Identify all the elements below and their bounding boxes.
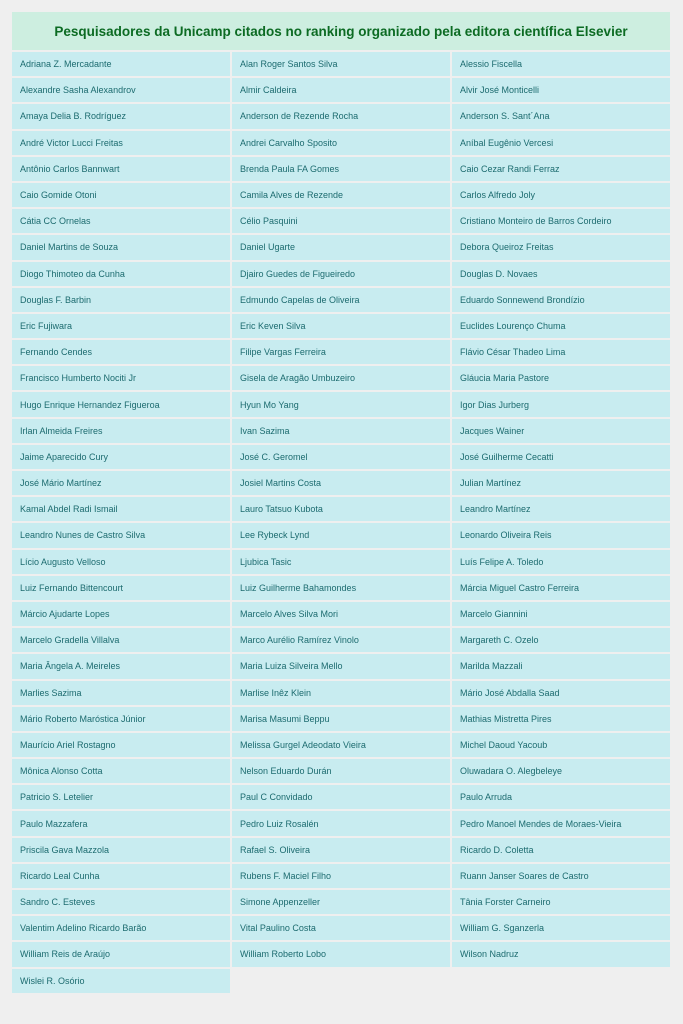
researcher-name-cell: Luís Felipe A. Toledo [452,550,670,574]
researcher-name-cell: Paulo Arruda [452,785,670,809]
researcher-name-cell: Daniel Martins de Souza [12,235,230,259]
researcher-name-cell: Debora Queiroz Freitas [452,235,670,259]
researcher-name-cell: Pedro Manoel Mendes de Moraes-Vieira [452,811,670,835]
researcher-name-cell: Marisa Masumi Beppu [232,707,450,731]
researcher-name-cell: Almir Caldeira [232,78,450,102]
researcher-name-cell: Filipe Vargas Ferreira [232,340,450,364]
researcher-name-cell: Pedro Luiz Rosalén [232,811,450,835]
researcher-name-cell: Melissa Gurgel Adeodato Vieira [232,733,450,757]
researcher-name-cell: Wislei R. Osório [12,969,230,993]
researcher-name-cell: Julian Martínez [452,471,670,495]
researcher-name-cell: Mônica Alonso Cotta [12,759,230,783]
table-title: Pesquisadores da Unicamp citados no ranking organizado pela editora científica Elsevier [12,12,670,50]
researcher-name-cell: Maurício Ariel Rostagno [12,733,230,757]
researcher-name-cell: Paulo Mazzafera [12,811,230,835]
researcher-name-cell: Vital Paulino Costa [232,916,450,940]
researcher-name-cell: Jacques Wainer [452,419,670,443]
researcher-name-cell: Lauro Tatsuo Kubota [232,497,450,521]
names-grid [12,52,670,993]
researcher-name-cell: Ruann Janser Soares de Castro [452,864,670,888]
researcher-name-cell: Célio Pasquini [232,209,450,233]
researcher-name-cell: Mário José Abdalla Saad [452,681,670,705]
researcher-name-cell: Rubens F. Maciel Filho [232,864,450,888]
researcher-name-cell: Cristiano Monteiro de Barros Cordeiro [452,209,670,233]
researcher-name-cell: Lee Rybeck Lynd [232,523,450,547]
researcher-name-cell: Michel Daoud Yacoub [452,733,670,757]
researcher-name-cell: José Mário Martínez [12,471,230,495]
researcher-name-cell: Márcio Ajudarte Lopes [12,602,230,626]
researcher-name-cell: Anderson de Rezende Rocha [232,104,450,128]
researcher-name-cell: Oluwadara O. Alegbeleye [452,759,670,783]
researcher-name-cell: José C. Geromel [232,445,450,469]
researcher-name-cell: Diogo Thimoteo da Cunha [12,262,230,286]
researcher-name-cell: Antônio Carlos Bannwart [12,157,230,181]
researcher-name-cell: Gisela de Aragão Umbuzeiro [232,366,450,390]
researcher-name-cell: Marcelo Giannini [452,602,670,626]
researcher-name-cell: José Guilherme Cecatti [452,445,670,469]
researcher-name-cell: Luiz Guilherme Bahamondes [232,576,450,600]
researcher-name-cell: Priscila Gava Mazzola [12,838,230,862]
researcher-name-cell: Aníbal Eugênio Vercesi [452,131,670,155]
researcher-name-cell: William Reis de Araújo [12,942,230,966]
researcher-name-cell: Andrei Carvalho Sposito [232,131,450,155]
researcher-name-cell: André Victor Lucci Freitas [12,131,230,155]
researcher-name-cell: Tânia Forster Carneiro [452,890,670,914]
researcher-name-cell: Jaime Aparecido Cury [12,445,230,469]
researcher-name-cell: Gláucia Maria Pastore [452,366,670,390]
researcher-name-cell: Maria Ângela A. Meireles [12,654,230,678]
researcher-name-cell: Kamal Abdel Radi Ismail [12,497,230,521]
researcher-name-cell: Anderson S. Sant´Ana [452,104,670,128]
researcher-name-cell: Lício Augusto Velloso [12,550,230,574]
researcher-name-cell: Caio Cezar Randi Ferraz [452,157,670,181]
researcher-name-cell: Marlise Inêz Klein [232,681,450,705]
researchers-table [12,12,670,993]
researcher-name-cell: Ljubica Tasic [232,550,450,574]
researcher-name-cell: Amaya Delia B. Rodríguez [12,104,230,128]
researcher-name-cell: Ricardo D. Coletta [452,838,670,862]
researcher-name-cell: Ricardo Leal Cunha [12,864,230,888]
researcher-name-cell: Douglas F. Barbin [12,288,230,312]
researcher-name-cell: William Roberto Lobo [232,942,450,966]
researcher-name-cell: Mário Roberto Maróstica Júnior [12,707,230,731]
researcher-name-cell: Francisco Humberto Nociti Jr [12,366,230,390]
researcher-name-cell: Daniel Ugarte [232,235,450,259]
researcher-name-cell: Maria Luiza Silveira Mello [232,654,450,678]
researcher-name-cell: William G. Sganzerla [452,916,670,940]
researcher-name-cell: Djairo Guedes de Figueiredo [232,262,450,286]
researcher-name-cell: Patricio S. Letelier [12,785,230,809]
researcher-name-cell: Hyun Mo Yang [232,392,450,416]
researcher-name-cell: Irlan Almeida Freires [12,419,230,443]
researcher-name-cell: Alvir José Monticelli [452,78,670,102]
researcher-name-cell: Alessio Fiscella [452,52,670,76]
researcher-name-cell: Márcia Miguel Castro Ferreira [452,576,670,600]
researcher-name-cell: Marco Aurélio Ramírez Vinolo [232,628,450,652]
researcher-name-cell: Simone Appenzeller [232,890,450,914]
researcher-name-cell: Rafael S. Oliveira [232,838,450,862]
researcher-name-cell: Valentim Adelino Ricardo Barão [12,916,230,940]
researcher-name-cell: Douglas D. Novaes [452,262,670,286]
researcher-name-cell: Cátia CC Ornelas [12,209,230,233]
researcher-name-cell: Flávio César Thadeo Lima [452,340,670,364]
researcher-name-cell: Fernando Cendes [12,340,230,364]
researcher-name-cell: Eric Fujiwara [12,314,230,338]
researcher-name-cell: Marlies Sazima [12,681,230,705]
researcher-name-cell: Edmundo Capelas de Oliveira [232,288,450,312]
researcher-name-cell: Brenda Paula FA Gomes [232,157,450,181]
researcher-name-cell: Marilda Mazzali [452,654,670,678]
researcher-name-cell: Marcelo Alves Silva Mori [232,602,450,626]
researcher-name-cell: Caio Gomide Otoni [12,183,230,207]
researcher-name-cell: Paul C Convidado [232,785,450,809]
researcher-name-cell: Sandro C. Esteves [12,890,230,914]
researcher-name-cell: Ivan Sazima [232,419,450,443]
researcher-name-cell: Luiz Fernando Bittencourt [12,576,230,600]
researcher-name-cell: Carlos Alfredo Joly [452,183,670,207]
researcher-name-cell: Josiel Martins Costa [232,471,450,495]
researcher-name-cell: Hugo Enrique Hernandez Figueroa [12,392,230,416]
researcher-name-cell: Leonardo Oliveira Reis [452,523,670,547]
researcher-name-cell: Marcelo Gradella Villalva [12,628,230,652]
researcher-name-cell: Euclides Lourenço Chuma [452,314,670,338]
researcher-name-cell: Mathias Mistretta Pires [452,707,670,731]
researcher-name-cell: Igor Dias Jurberg [452,392,670,416]
researcher-name-cell: Camila Alves de Rezende [232,183,450,207]
researcher-name-cell: Alan Roger Santos Silva [232,52,450,76]
researcher-name-cell: Eduardo Sonnewend Brondízio [452,288,670,312]
researcher-name-cell: Leandro Martínez [452,497,670,521]
researcher-name-cell: Eric Keven Silva [232,314,450,338]
researcher-name-cell: Adriana Z. Mercadante [12,52,230,76]
researcher-name-cell: Margareth C. Ozelo [452,628,670,652]
researcher-name-cell: Leandro Nunes de Castro Silva [12,523,230,547]
researcher-name-cell: Wilson Nadruz [452,942,670,966]
researcher-name-cell: Alexandre Sasha Alexandrov [12,78,230,102]
researcher-name-cell: Nelson Eduardo Durán [232,759,450,783]
